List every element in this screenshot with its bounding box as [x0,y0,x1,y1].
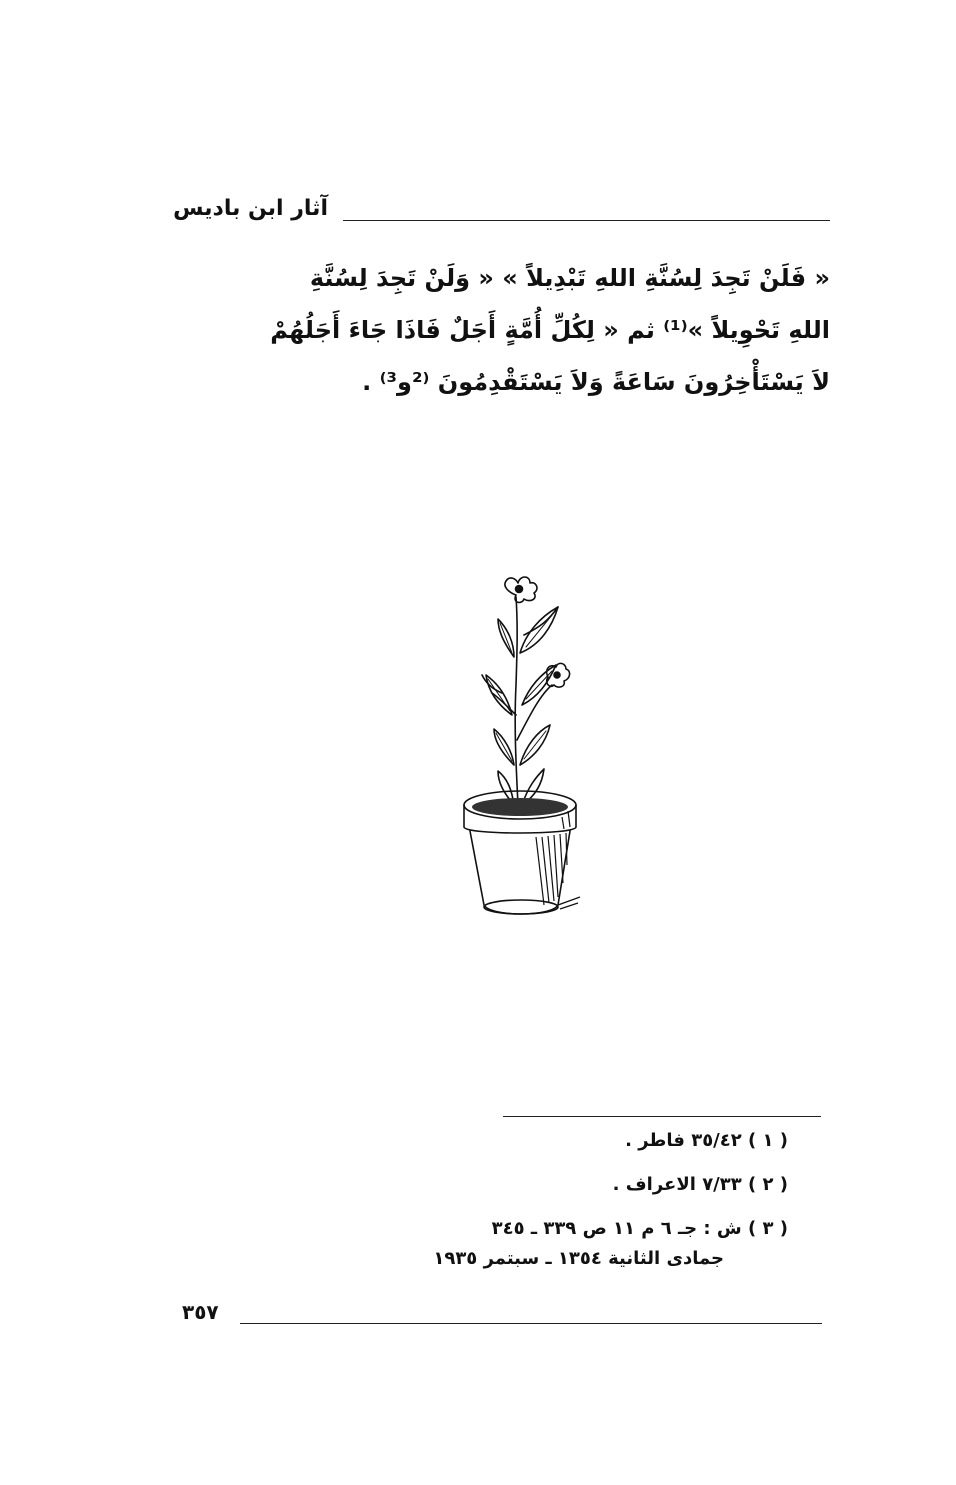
footer-rule [240,1323,822,1324]
footnote-item: ( ٣ ) ش : جـ ٦ م ١١ ص ٣٣٩ ـ ٣٤٥ [491,1218,788,1239]
page-number: ٣٥٧ [182,1300,219,1324]
body-line: « فَلَنْ تَجِدَ لِسُنَّةِ اللهِ تَبْدِيلاً » « وَلَنْ تَجِدَ لِسُنَّةِ [309,264,830,292]
footnote-item: ( ١ ) ٣٥/٤٢ فاطر . [625,1130,788,1151]
body-line: لاَ يَسْتَأْخِرُونَ سَاعَةً وَلاَ يَسْتَقْدِمُونَ ⁽²و³⁾ . [362,368,830,396]
body-line: اللهِ تَحْوِيلاً »⁽¹⁾ ثم « لِكُلِّ أُمَّةٍ أَجَلٌ فَاذَا جَاءَ أَجَلُهُمْ [270,316,830,344]
body-paragraph [180,252,830,408]
potted-flower-plant-icon [440,565,600,925]
footnote-rule [503,1116,821,1117]
footnotes [433,1124,788,1274]
running-header-title: آثار ابن باديس [173,196,328,221]
footnote-item: ( ٢ ) ٧/٣٣ الاعراف . [612,1174,788,1195]
footnote-item-continuation: جمادى الثانية ١٣٥٤ ـ سبتمر ١٩٣٥ [433,1248,724,1269]
header-rule [343,220,830,221]
